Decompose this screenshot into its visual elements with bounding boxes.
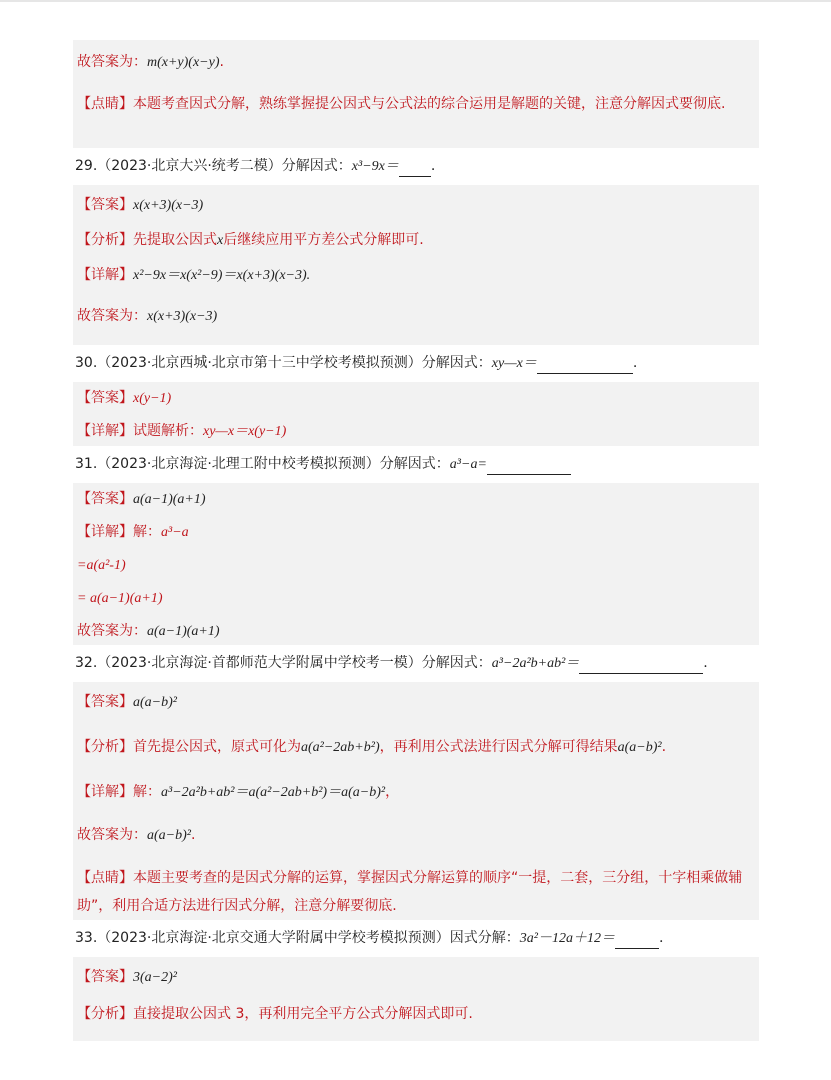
q31-conclusion: 故答案为：a(a−1)(a+1) — [77, 623, 220, 639]
page-top-border — [0, 0, 831, 2]
q33-solution-block — [73, 957, 759, 1041]
q31-step-1: =a(a²-1) — [77, 558, 126, 573]
q32-analysis: 【分析】首先提公因式，原式可化为a(a²−2ab+b²)，再利用公式法进行因式分解可得结果a(a−b)². — [77, 739, 667, 755]
q29-answer: 【答案】x(x+3)(x−3) — [77, 197, 204, 213]
q30-answer: 【答案】x(y−1) — [77, 390, 172, 406]
q33-question: 33.（2023·北京海淀·北京交通大学附属中学校考模拟预测）因式分解：3a²－12a＋12＝ . — [73, 920, 759, 957]
q31-answer: 【答案】a(a−1)(a+1) — [77, 491, 206, 507]
q32-answer: 【答案】a(a−b)² — [77, 694, 177, 710]
answer-blank — [615, 934, 659, 949]
q32-question: 32.（2023·北京海淀·首都师范大学附属中学校考一模）分解因式：a³−2a²b+ab²＝ . — [73, 645, 759, 682]
q31-step-2: = a(a−1)(a+1) — [77, 591, 163, 606]
q29-solution-block — [73, 185, 759, 345]
q29-question: 29.（2023·北京大兴·统考二模）分解因式：x³−9x＝ . — [73, 148, 759, 185]
answer-blank — [487, 460, 571, 475]
q32-detail: 【详解】解：a³−2a²b+ab²＝a(a²−2ab+b²)＝a(a−b)²， — [77, 784, 400, 800]
q28-comment — [77, 89, 753, 119]
q29-conclusion: 故答案为：x(x+3)(x−3) — [77, 308, 218, 324]
q32-solution-block — [73, 682, 759, 920]
comment-text: 本题考查因式分解，熟练掌握提公因式与公式法的综合运用是解题的关键，注意分解因式要彻底. — [133, 96, 726, 112]
q30-detail: 【详解】试题解析：xy—x＝x(y−1) — [77, 423, 287, 439]
q32-comment: 【点睛】本题主要考查的是因式分解的运算，掌握因式分解运算的顺序“一提，二套，三分组，十字相乘做辅助”，利用合适方法进行因式分解，注意分解要彻底. — [77, 870, 743, 914]
comment-tag: 【点睛】 — [77, 96, 133, 112]
answer-blank — [537, 359, 633, 374]
q30-question: 30.（2023·北京西城·北京市第十三中学校考模拟预测）分解因式：xy—x＝ . — [73, 345, 759, 382]
conclusion-math: m(x+y)(x−y) — [147, 55, 220, 70]
answer-blank — [399, 162, 431, 177]
q29-analysis: 【分析】先提取公因式x后继续应用平方差公式分解即可. — [77, 232, 424, 248]
q31-solution-block — [73, 483, 759, 645]
q31-detail: 【详解】解：a³−a — [77, 524, 189, 540]
document-content — [73, 40, 759, 1041]
answer-blank — [579, 659, 703, 674]
q28-solution-block — [73, 40, 759, 148]
q33-answer: 【答案】3(a−2)² — [77, 969, 177, 985]
q33-analysis: 【分析】直接提取公因式 3，再利用完全平方公式分解因式即可. — [77, 1006, 473, 1022]
q28-conclusion: 故答案为：m(x+y)(x−y). — [77, 54, 224, 70]
q32-conclusion: 故答案为：a(a−b)². — [77, 827, 196, 843]
conclusion-label: 故答案为： — [77, 54, 147, 70]
q30-solution-block — [73, 382, 759, 446]
q29-detail: 【详解】x²−9x＝x(x²−9)＝x(x+3)(x−3). — [77, 267, 311, 283]
q31-question: 31.（2023·北京海淀·北理工附中校考模拟预测）分解因式：a³−a= — [73, 446, 759, 483]
